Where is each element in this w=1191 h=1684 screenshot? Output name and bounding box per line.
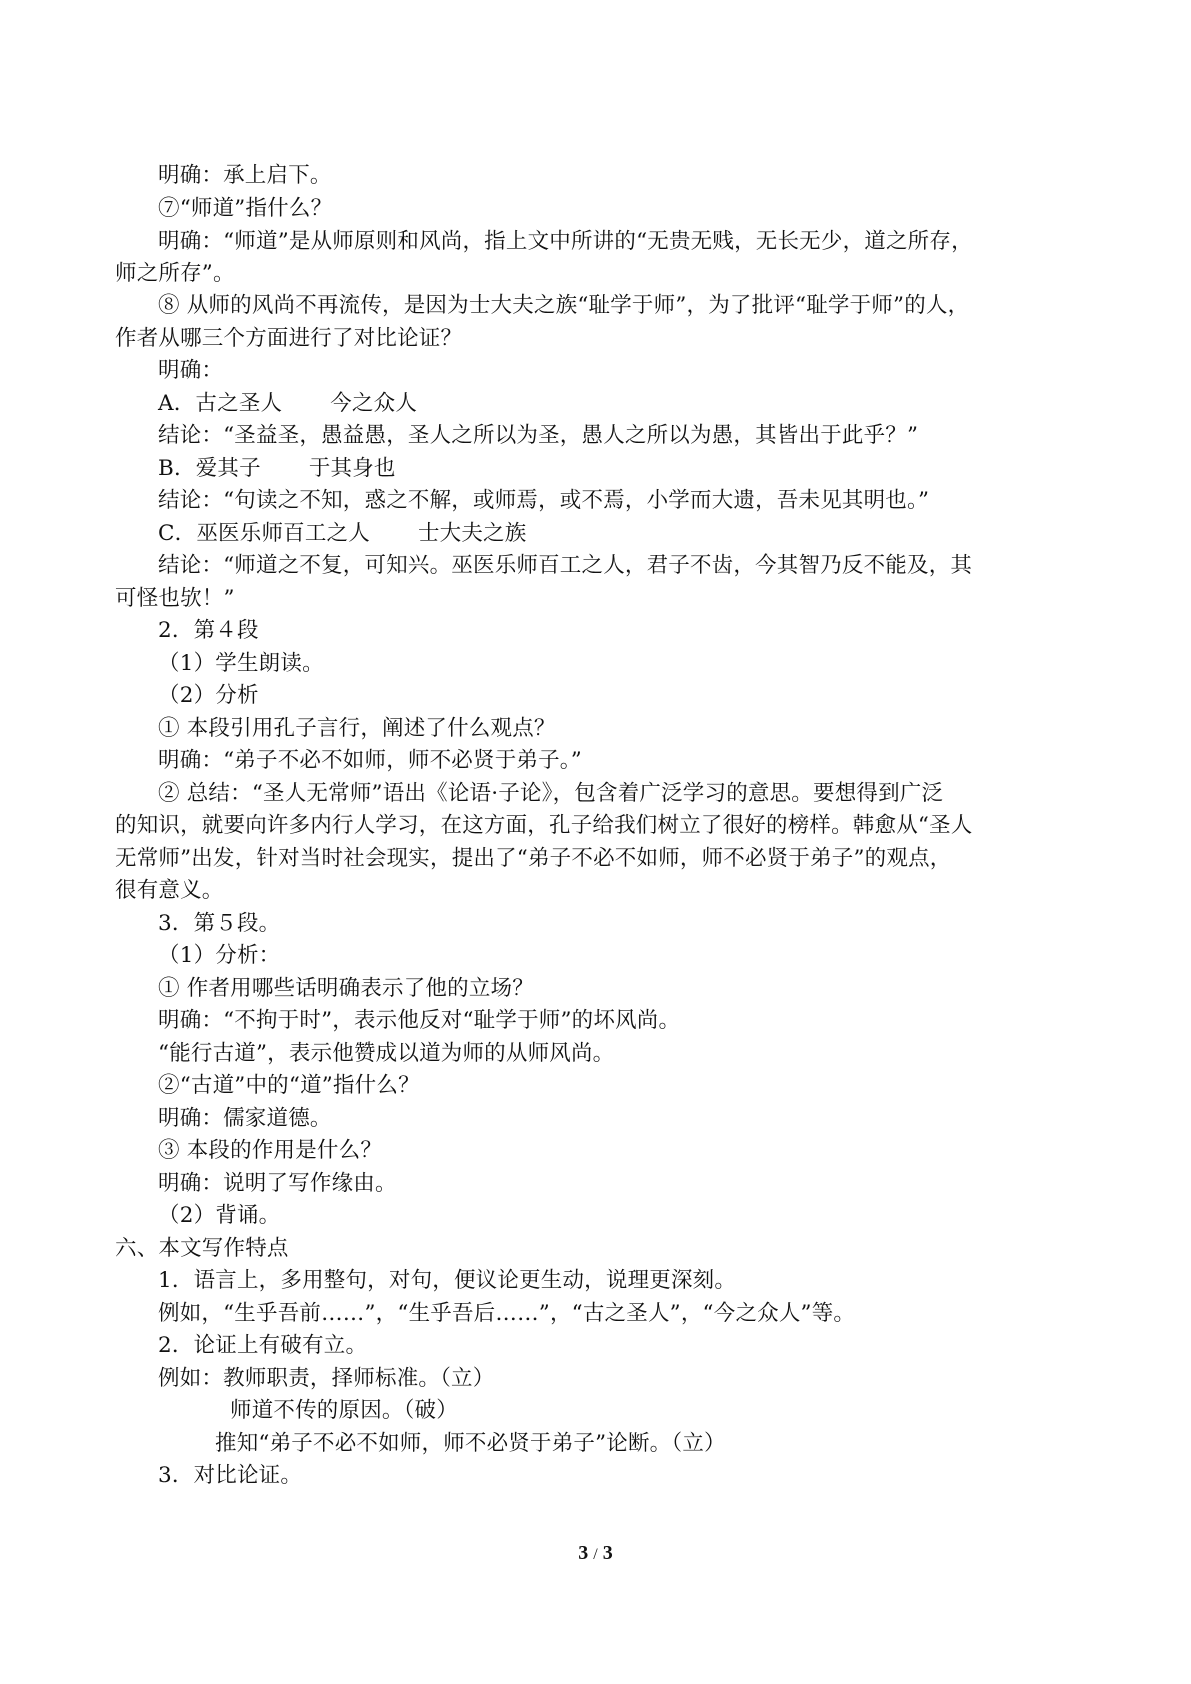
text-line: ① 作者用哪些话明确表示了他的立场？ xyxy=(158,976,534,1001)
comparison-c xyxy=(158,518,526,550)
text-line: ③ 本段的作用是什么？ xyxy=(158,1138,383,1163)
text-line: “能行古道”，表示他赞成以道为师的从师风尚。 xyxy=(158,1041,615,1066)
comparison-b-right: 于其身也 xyxy=(308,456,396,481)
comparison-a-left: A．古之圣人 xyxy=(158,391,283,416)
text-line: 例如，“生乎吾前……”，“生乎吾后……”，“古之圣人”，“今之众人”等。 xyxy=(158,1301,856,1326)
text-line: 无常师”出发，针对当时社会现实，提出了“弟子不必不如师，师不必贤于弟子”的观点， xyxy=(115,846,952,871)
text-line: 可怪也欤！” xyxy=(115,586,235,611)
text-line: 例如：教师职责，择师标准。（立） xyxy=(158,1366,495,1391)
text-line: 师道不传的原因。（破） xyxy=(230,1398,458,1423)
text-line: 1．语言上，多用整句，对句，便议论更生动，说理更深刻。 xyxy=(158,1268,737,1293)
text-line: 师之所存”。 xyxy=(115,261,235,286)
text-line: 2．论证上有破有立。 xyxy=(158,1333,368,1358)
text-line: 很有意义。 xyxy=(115,878,224,903)
text-line: 结论：“师道之不复，可知兴。巫医乐师百工之人，君子不齿，今其智乃反不能及，其 xyxy=(158,553,973,578)
text-line: ②“古道”中的“道”指什么？ xyxy=(158,1073,420,1098)
text-line: 推知“弟子不必不如师，师不必贤于弟子”论断。（立） xyxy=(215,1431,726,1456)
comparison-c-left: C．巫医乐师百工之人 xyxy=(158,521,370,546)
text-line: （2）背诵。 xyxy=(158,1203,281,1228)
comparison-c-right: 士大夫之族 xyxy=(417,521,527,546)
text-line: （1）学生朗读。 xyxy=(158,651,324,676)
text-line: 的知识，就要向许多内行人学习，在这方面，孔子给我们树立了很好的榜样。韩愈从“圣人 xyxy=(115,813,973,838)
page-number-separator: / xyxy=(593,1546,598,1563)
comparison-b xyxy=(158,453,396,485)
section-heading: 六、本文写作特点 xyxy=(115,1236,289,1261)
text-line: ⑧ 从师的风尚不再流传，是因为士大夫之族“耻学于师”，为了批评“耻学于师”的人， xyxy=(158,293,970,318)
section-heading: 2．第４段 xyxy=(158,618,259,643)
text-line: 明确：承上启下。 xyxy=(158,163,332,188)
text-line: 明确：儒家道德。 xyxy=(158,1106,332,1131)
comparison-a xyxy=(158,388,417,420)
text-line: ① 本段引用孔子言行，阐述了什么观点？ xyxy=(158,716,556,741)
text-line: 结论：“句读之不知，惑之不解，或师焉，或不焉，小学而大遗，吾未见其明也。” xyxy=(158,488,930,513)
text-line: 明确：“师道”是从师原则和风尚，指上文中所讲的“无贵无贱，无长无少，道之所存， xyxy=(158,229,973,254)
text-line: ② 总结：“圣人无常师”语出《论语·子论》，包含着广泛学习的意思。要想得到广泛 xyxy=(158,781,944,806)
comparison-b-left: B．爱其子 xyxy=(158,456,261,481)
page-number-total: 3 xyxy=(602,1542,613,1564)
text-line: ⑦“师道”指什么？ xyxy=(158,196,333,221)
text-line: 明确： xyxy=(158,358,224,383)
text-line: 结论：“圣益圣，愚益愚，圣人之所以为圣，愚人之所以为愚，其皆出于此乎？” xyxy=(158,423,919,448)
text-line: （1）分析： xyxy=(158,943,281,968)
text-line: 明确：说明了写作缘由。 xyxy=(158,1171,397,1196)
text-line: 3．对比论证。 xyxy=(158,1463,303,1488)
text-line: 作者从哪三个方面进行了对比论证？ xyxy=(115,326,463,351)
section-heading: 3．第５段。 xyxy=(158,911,281,936)
text-line: 明确：“不拘于时”，表示他反对“耻学于师”的坏风尚。 xyxy=(158,1008,681,1033)
text-line: （2）分析 xyxy=(158,683,259,708)
text-line: 明确：“弟子不必不如师，师不必贤于弟子。” xyxy=(158,748,582,773)
comparison-a-right: 今之众人 xyxy=(330,391,418,416)
page-number xyxy=(0,1542,1191,1565)
page-number-current: 3 xyxy=(578,1542,589,1564)
